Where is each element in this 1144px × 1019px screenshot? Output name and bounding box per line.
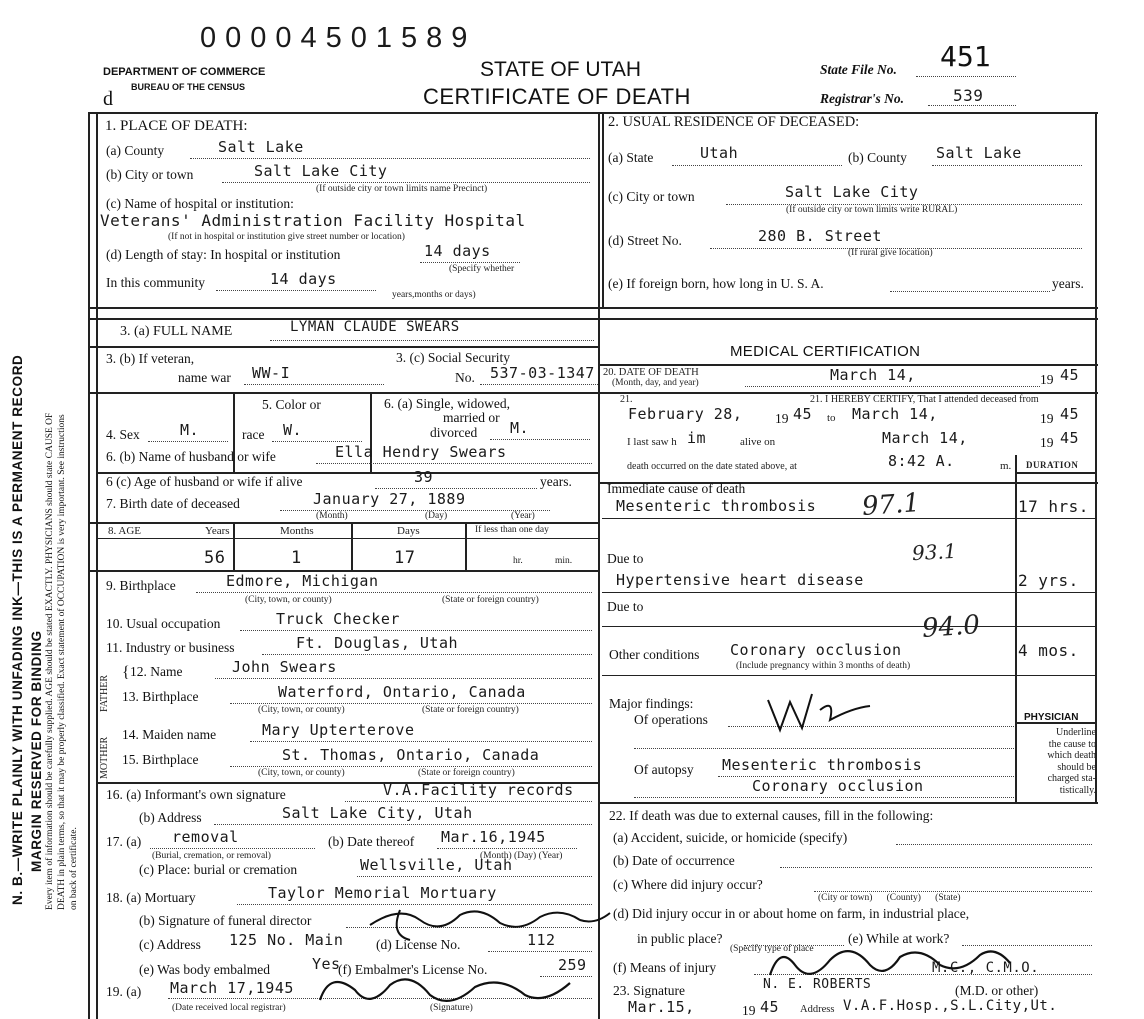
disposition-date-value: Mar.16,1945 <box>441 828 546 846</box>
stay-hospital-value: 14 days <box>424 242 491 260</box>
due-to-value: Hypertensive heart disease <box>616 571 864 589</box>
birthplace-value: Edmore, Michigan <box>226 572 379 590</box>
alive-year: 45 <box>1060 429 1080 447</box>
marital-label-2: married or <box>443 410 500 425</box>
autopsy-finding-1: Mesenteric thrombosis <box>722 756 923 774</box>
mortuary-address-label: (c) Address <box>139 937 201 952</box>
death-county-value: Salt Lake <box>218 138 304 156</box>
external-d: (d) Did injury occur in or about home on farm, in industrial place, <box>613 906 970 921</box>
due-to-2-label: Due to <box>607 599 644 614</box>
spouse-name-label: 6. (b) Name of husband or wife <box>106 449 276 464</box>
department-label: DEPARTMENT OF COMMERCE <box>103 66 266 78</box>
of-autopsy-label: Of autopsy <box>634 762 694 777</box>
date-of-death-value: March 14, <box>830 366 916 384</box>
bureau-label: BUREAU OF THE CENSUS <box>131 82 246 92</box>
due-to-label: Due to <box>607 551 644 566</box>
marital-value: M. <box>510 419 530 437</box>
date-of-death-year-prefix: 19 <box>1040 372 1054 387</box>
mortuary-address-value: 125 No. Main <box>229 931 344 949</box>
hospital-note: (If not in hospital or institution give street number or location) <box>168 232 405 242</box>
death-time-label: death occurred on the date stated above, at <box>627 461 797 472</box>
occupation-value: Truck Checker <box>276 610 400 628</box>
ssn-value: 537-03-1347 <box>490 364 595 382</box>
physician-box-title: PHYSICIAN <box>1024 712 1079 723</box>
embalmed-value: Yes <box>312 955 341 973</box>
father-name-label: 12. Name <box>130 664 183 679</box>
registrar-signature <box>300 965 600 1019</box>
spouse-age-suffix: years. <box>540 474 572 489</box>
age-months-value: 1 <box>291 548 302 568</box>
due-to-duration: 2 yrs. <box>1018 571 1079 590</box>
certificate-title: CERTIFICATE OF DEATH <box>423 84 691 109</box>
external-heading: 22. If death was due to external causes, fill in the following: <box>609 808 934 823</box>
full-name-label: 3. (a) FULL NAME <box>120 324 233 339</box>
foreign-born-suffix: years. <box>1052 276 1084 291</box>
registrar-date-value: March 17,1945 <box>170 979 294 997</box>
last-saw-label: I last saw h <box>627 436 677 448</box>
external-f: (f) Means of injury <box>613 960 717 975</box>
stay-note: (Specify whether <box>449 264 515 274</box>
margin-instructions-1: Every item of information should be carefully supplied. AGE should be stated EXACTLY. PHYSICIANS should state CAUSE OF <box>45 412 55 910</box>
father-birthplace-value: Waterford, Ontario, Canada <box>278 683 526 701</box>
registrar-date-label: 19. (a) <box>106 984 142 999</box>
father-bp-note-city: (City, town, or county) <box>258 705 345 715</box>
other-conditions-value: Coronary occlusion <box>730 641 902 659</box>
residence-heading: 2. USUAL RESIDENCE OF DECEASED: <box>608 114 860 130</box>
physician-name: N. E. ROBERTS <box>763 977 872 992</box>
embalmer-license-label: (f) Embalmer's License No. <box>338 962 488 977</box>
attended-to-year-prefix: 19 <box>1040 411 1054 426</box>
external-b: (b) Date of occurrence <box>613 853 735 868</box>
disposition-label: 17. (a) <box>106 834 142 849</box>
hr-label: hr. <box>513 556 523 566</box>
burial-place-label: (c) Place: burial or cremation <box>139 862 298 877</box>
disposition-date-note: (Month) (Day) (Year) <box>480 851 563 861</box>
external-e: (e) While at work? <box>848 931 950 946</box>
physician-signature <box>760 935 1020 995</box>
signature-year-prefix: 19 <box>742 1003 756 1018</box>
residence-city-value: Salt Lake City <box>785 183 919 201</box>
birthplace-label: 9. Birthplace <box>106 578 176 593</box>
physician-title: M.C., C.M.O. <box>932 960 1040 976</box>
mother-name-label: 14. Maiden name <box>122 727 217 742</box>
autopsy-finding-2: Coronary occlusion <box>752 777 924 795</box>
spouse-age-label: 6 (c) Age of husband or wife if alive <box>106 474 303 489</box>
residence-city-note: (If outside city or town limits write RURAL) <box>786 205 958 215</box>
informant-address-value: Salt Lake City, Utah <box>282 804 473 822</box>
father-name-value: John Swears <box>232 658 337 676</box>
physician-box-text: Underline the cause to which death should be charged sta- tistically. <box>1047 727 1096 796</box>
state-file-number: 451 <box>940 40 991 73</box>
spouse-name-value: Ella Hendry Swears <box>335 443 507 461</box>
disposition-note: (Burial, cremation, or removal) <box>152 851 271 861</box>
age-years-value: 56 <box>204 548 226 568</box>
margin-warning: N. B.—WRITE PLAINLY WITH UNFADING INK—THIS IS A PERMANENT RECORD <box>10 354 25 905</box>
industry-value: Ft. Douglas, Utah <box>296 634 459 652</box>
mortuary-label: 18. (a) Mortuary <box>106 890 196 905</box>
immediate-cause-value: Mesenteric thrombosis <box>616 497 817 515</box>
residence-state-value: Utah <box>700 144 739 162</box>
age-days-value: 17 <box>394 548 416 568</box>
death-city-label: (b) City or town <box>106 167 194 182</box>
date-of-death-sublabel: (Month, day, and year) <box>612 378 699 388</box>
document-serial-number: 00004501589 <box>200 22 477 54</box>
death-county-label: (a) County <box>106 143 165 158</box>
hospital-value: Veterans' Administration Facility Hospital <box>100 211 526 230</box>
informant-address-label: (b) Address <box>139 810 202 825</box>
physician-address-label: Address <box>800 1004 835 1015</box>
birthplace-note-city: (City, town, or county) <box>245 595 332 605</box>
immediate-cause-duration: 17 hrs. <box>1018 497 1089 516</box>
sex-label: 4. Sex <box>106 427 140 442</box>
birth-date-value: January 27, 1889 <box>313 490 466 508</box>
birth-month-note: (Month) <box>316 511 348 521</box>
mother-name-value: Mary Upterterove <box>262 721 415 739</box>
major-findings-label: Major findings: <box>609 696 694 711</box>
marital-label-1: 6. (a) Single, widowed, <box>384 396 510 411</box>
mother-birthplace-value: St. Thomas, Ontario, Canada <box>282 746 540 764</box>
license-label: (d) License No. <box>376 937 461 952</box>
attended-from-year: 45 <box>793 405 813 423</box>
immediate-cause-label: Immediate cause of death <box>607 481 746 496</box>
attended-from-value: February 28, <box>628 405 743 423</box>
birth-year-note: (Year) <box>511 511 535 521</box>
margin-instructions-3: on back of certificate. <box>69 827 79 910</box>
last-saw-value: im <box>687 429 707 447</box>
external-c-note: (City or town) (County) (State) <box>818 893 961 903</box>
attended-from-year-prefix: 19 <box>775 411 789 426</box>
full-name-value: LYMAN CLAUDE SWEARS <box>290 319 460 335</box>
embalmed-label: (e) Was body embalmed <box>139 962 270 977</box>
father-tag: FATHER <box>99 674 110 712</box>
foreign-born-label: (e) If foreign born, how long in U. S. A. <box>608 276 824 291</box>
certify-number: 21. <box>620 394 633 405</box>
license-value: 112 <box>527 931 556 949</box>
funeral-director-signature <box>340 895 620 955</box>
residence-city-label: (c) City or town <box>608 189 695 204</box>
stay-community-value: 14 days <box>270 270 337 288</box>
age-label: 8. AGE <box>108 525 141 537</box>
date-of-death-label: 20. DATE OF DEATH <box>603 367 699 378</box>
signature-year: 45 <box>760 998 780 1016</box>
physician-address: V.A.F.Hosp.,S.L.City,Ut. <box>843 998 1058 1014</box>
other-conditions-label: Other conditions <box>609 647 700 662</box>
hospital-label: (c) Name of hospital or institution: <box>106 196 294 211</box>
death-city-note: (If outside city or town limits name Precinct) <box>316 184 488 194</box>
informant-value: V.A.Facility records <box>383 781 574 799</box>
physician-signature-label: 23. Signature <box>613 983 685 998</box>
alive-year-prefix: 19 <box>1040 435 1054 450</box>
birth-date-label: 7. Birth date of deceased <box>106 496 240 511</box>
min-label: min. <box>555 556 573 566</box>
father-birthplace-label: 13. Birthplace <box>122 689 199 704</box>
war-label: name war <box>178 370 231 385</box>
margin-mark: d <box>103 88 113 110</box>
occupation-label: 10. Usual occupation <box>106 616 221 631</box>
race-label: race <box>242 427 265 442</box>
attended-to-value: March 14, <box>852 405 938 423</box>
birthplace-note-state: (State or foreign country) <box>442 595 539 605</box>
external-d2: in public place? <box>637 931 723 946</box>
medical-certification-heading: MEDICAL CERTIFICATION <box>730 343 921 360</box>
residence-street-note: (If rural give location) <box>848 248 933 258</box>
duration-label: DURATION <box>1026 460 1079 470</box>
funeral-director-label: (b) Signature of funeral director <box>139 913 312 928</box>
operations-initials-signature <box>760 680 880 740</box>
community-note: years,months or days) <box>392 290 476 300</box>
registrar-number-label: Registrar's No. <box>820 91 905 106</box>
state-title: STATE OF UTAH <box>480 58 641 81</box>
residence-state-label: (a) State <box>608 150 654 165</box>
ssn-label: 3. (c) Social Security <box>396 350 510 365</box>
veteran-label: 3. (b) If veteran, <box>106 351 195 366</box>
embalmer-license-value: 259 <box>558 956 587 974</box>
external-c: (c) Where did injury occur? <box>613 877 763 892</box>
disposition-value: removal <box>172 828 239 846</box>
father-bp-note-state: (State or foreign country) <box>422 705 519 715</box>
war-value: WW-I <box>252 364 291 382</box>
death-time-suffix: m. <box>1000 460 1012 472</box>
external-d2-note: (Specify type of place <box>730 944 814 954</box>
residence-street-label: (d) Street No. <box>608 233 682 248</box>
date-of-death-year: 45 <box>1060 366 1080 384</box>
residence-street-value: 280 B. Street <box>758 227 882 245</box>
color-label: 5. Color or <box>262 397 321 412</box>
mother-tag: MOTHER <box>99 736 110 779</box>
death-time-value: 8:42 A. <box>888 452 955 470</box>
margin-instructions-2: DEATH in plain terms, so that it may be properly classified. Exact statement of OCCUPATION is very important. See instructions <box>57 414 67 910</box>
age-days-label: Days <box>397 525 420 537</box>
age-months-label: Months <box>280 525 314 537</box>
informant-label: 16. (a) Informant's own signature <box>106 787 286 802</box>
cause-code-1: 97.1 <box>861 488 921 522</box>
birth-day-note: (Day) <box>425 511 448 521</box>
cause-code-3: 94.0 <box>921 610 981 644</box>
mother-bp-note-city: (City, town, or county) <box>258 768 345 778</box>
certify-label: 21. I HEREBY CERTIFY, That I attended deceased from <box>810 394 1039 405</box>
race-value: W. <box>283 421 303 439</box>
of-operations-label: Of operations <box>634 712 708 727</box>
attended-to-year: 45 <box>1060 405 1080 423</box>
spouse-age-value: 39 <box>414 468 434 486</box>
state-file-label: State File No. <box>820 62 897 77</box>
alive-on-value: March 14, <box>882 429 968 447</box>
marital-label-3: divorced <box>430 425 478 440</box>
age-years-label: Years <box>205 525 230 537</box>
cause-code-2: 93.1 <box>911 538 958 566</box>
community-label: In this community <box>106 275 205 290</box>
registrar-number: 539 <box>953 86 984 105</box>
length-of-stay-label: (d) Length of stay: In hospital or institution <box>106 247 341 262</box>
physician-md-label: (M.D. or other) <box>955 983 1039 998</box>
other-conditions-duration: 4 mos. <box>1018 641 1079 660</box>
burial-place-value: Wellsville, Utah <box>360 856 513 874</box>
margin-binding-note: MARGIN RESERVED FOR BINDING <box>29 630 44 872</box>
industry-label: 11. Industry or business <box>106 640 235 655</box>
sex-value: M. <box>180 421 200 439</box>
place-of-death-heading: 1. PLACE OF DEATH: <box>105 118 248 134</box>
ssn-no-label: No. <box>455 370 475 385</box>
residence-county-value: Salt Lake <box>936 144 1022 162</box>
mortuary-value: Taylor Memorial Mortuary <box>268 884 497 902</box>
attended-to-label: to <box>827 412 836 424</box>
residence-county-label: (b) County <box>848 150 907 165</box>
alive-on-label: alive on <box>740 436 776 448</box>
registrar-date-note: (Date received local registrar) <box>172 1003 286 1013</box>
mother-bp-note-state: (State or foreign country) <box>418 768 515 778</box>
mother-birthplace-label: 15. Birthplace <box>122 752 199 767</box>
external-a: (a) Accident, suicide, or homicide (specify) <box>613 830 848 845</box>
signature-date: Mar.15, <box>628 998 695 1016</box>
other-conditions-note: (Include pregnancy within 3 months of death) <box>736 661 911 671</box>
death-city-value: Salt Lake City <box>254 162 388 180</box>
disposition-date-label: (b) Date thereof <box>328 834 415 849</box>
registrar-signature-note: (Signature) <box>430 1003 473 1013</box>
less-than-day-label: If less than one day <box>475 525 549 535</box>
